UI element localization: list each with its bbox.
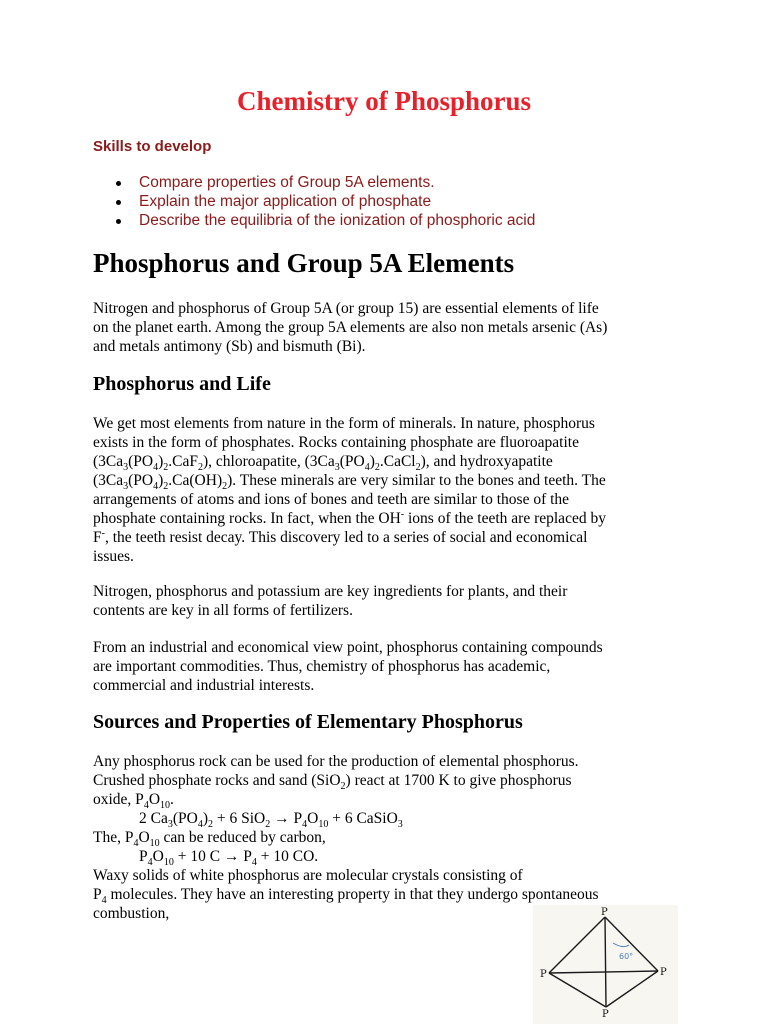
skills-list	[93, 173, 535, 230]
angle-arc-icon	[613, 943, 629, 947]
bond-line	[549, 971, 658, 973]
bond-line	[605, 917, 658, 971]
p4-tetrahedron-figure	[533, 905, 678, 1024]
paragraph-industrial: From an industrial and economical view point, phosphorus containing compounds are important commodities. Thus, chemistry of phosphorus has academic, commercial and industrial interests.	[93, 639, 603, 694]
equation-reduction: 2 $Ca_3(PO_4)_2 + 6$ $SiO_2 \to P_4O_{10} + 6$ CaSiO$_3$	[139, 810, 403, 831]
section-heading-sources: Sources and Properties of Elementary Phosphorus	[93, 711, 523, 733]
p4-tetrahedron-diagram	[533, 905, 678, 1024]
atom-label: P	[602, 1009, 609, 1020]
bond-line	[605, 917, 606, 1007]
atom-label: P	[601, 907, 608, 918]
paragraph-sources: Any phosphorus rock can be used for the production of elemental phosphorus. Crushed phosphate rocks and sand (SiO$_2$) react at 1700 K to give phosphorus oxide, $P_4O_{10}$. 2 $Ca_3(PO_4)_2 + 6$ $SiO_2 \to P_4O_{10} + 6$ CaSiO$_3$ The, $P_4O_{10}$ can be reduced by carbon, $P_4O_{10} + 10$ $C \to P_4 + 10$ CO. Waxy solids of white phosphorus are molecular crystals consisting of $P_4$ molecules. They have an interesting property in that they undergo spontaneous combustion,	[93, 752, 683, 923]
skills-item: Describe the equilibria of the ionization of phosphoric acid	[93, 211, 535, 230]
atom-label: P	[660, 967, 667, 978]
atom-label: P	[540, 969, 547, 980]
section-heading-group5a: Phosphorus and Group 5A Elements	[93, 248, 515, 278]
bullet-icon	[116, 200, 121, 205]
section-heading-life: Phosphorus and Life	[93, 373, 271, 395]
bullet-icon	[116, 181, 121, 186]
paragraph-group5a: Nitrogen and phosphorus of Group 5A (or group 15) are essential elements of life on the planet earth. Among the group 5A elements are also non metals arsenic (As) and metals antimony (Sb) and bismuth (Bi).	[93, 300, 608, 355]
equation-carbon: $P_4O_{10} + 10$ $C \to P_4 + 10$ CO.	[139, 848, 319, 869]
bond-line	[549, 973, 606, 1007]
bullet-icon	[116, 219, 121, 224]
paragraph-fertilizers: Nitrogen, phosphorus and potassium are key ingredients for plants, and their contents are key in all forms of fertilizers.	[93, 583, 568, 619]
paragraph-minerals: We get most elements from nature in the form of minerals. In nature, phosphorus exists in the form of phosphates. Rocks containing phosphate are fluoroapatite $(3Ca_3(PO_4)_2.CaF_2)$, chloroapatite, $(3Ca_3(PO_4)_2.CaCl_2)$, and hydroxyapatite $(3Ca_3(PO_4)_2.Ca(OH)_2)$. These minerals are very similar to the bones and teeth. The arrangements of atoms and ions of bones and teeth are similar to those of the phosphate containing rocks. In fact, when the OH- ions of the teeth are replaced by F-, the teeth resist decay. This discovery led to a series of social and economical issues.	[93, 415, 606, 565]
angle-label: 60°	[619, 952, 634, 961]
page-title: Chemistry of Phosphorus	[236, 86, 532, 116]
bond-line	[606, 971, 658, 1007]
bond-line	[549, 917, 605, 973]
skills-item: Explain the major application of phosphate	[93, 192, 535, 211]
skills-item: Compare properties of Group 5A elements.	[93, 173, 535, 192]
skills-heading: Skills to develop	[93, 138, 212, 155]
